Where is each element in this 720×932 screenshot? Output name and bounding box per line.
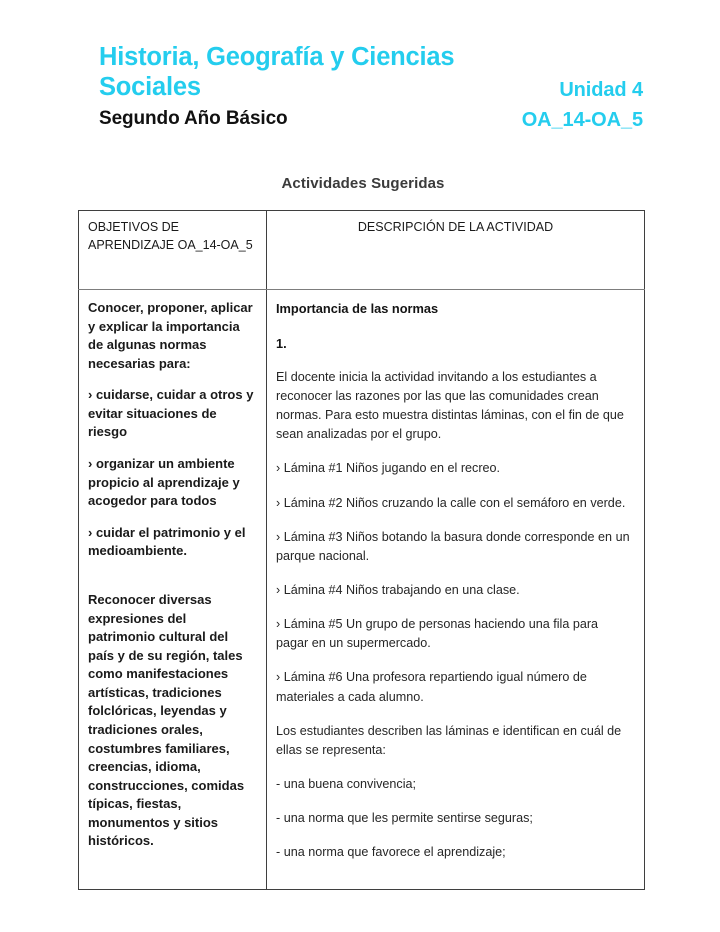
- objective-lead-1: Conocer, proponer, aplicar y explicar la importancia de algunas normas necesarias para:: [88, 300, 253, 371]
- section-heading: Actividades Sugeridas: [281, 175, 445, 192]
- lamina-item-4: › Lámina #4 Niños trabajando en una clase.: [276, 583, 520, 597]
- unit-label: Unidad 4: [559, 79, 643, 101]
- activities-table: [78, 210, 645, 890]
- description-cell: [267, 290, 645, 890]
- column-header-objectives: OBJETIVOS DE APRENDIZAJE OA_14-OA_5: [79, 211, 267, 290]
- column-header-description: DESCRIPCIÓN DE LA ACTIVIDAD: [267, 211, 645, 290]
- header-row: [99, 42, 645, 133]
- objective-bullet-3: › cuidar el patrimonio y el medioambiente.: [88, 524, 246, 559]
- objectives-spacer: [88, 561, 254, 591]
- table-body: [79, 290, 645, 890]
- lamina-item-3: › Lámina #3 Niños botando la basura donde corresponde en un parque nacional.: [276, 529, 630, 563]
- header-right: [522, 42, 645, 133]
- table-row: [79, 290, 645, 890]
- closing-item-3: - una norma que favorece el aprendizaje;: [276, 845, 506, 860]
- activity-title: Importancia de las normas: [276, 301, 439, 316]
- lamina-item-1: › Lámina #1 Niños jugando en el recreo.: [276, 461, 501, 476]
- objective-lead-2: Reconocer diversas expresiones del patrimonio cultural del país y de su región, tales como manifestaciones artísticas, tradiciones folclóricas, leyendas y tradiciones orales, costumbres familiares, creencias, idioma, construcciones, comidas típicas, fiestas, monumentos y sitios históricos.: [88, 591, 245, 849]
- page-title: Historia, Geografía y Ciencias Sociales: [99, 43, 455, 102]
- table-header: [79, 211, 645, 290]
- lamina-item-2: › Lámina #2 Niños cruzando la calle con el semáforo en verde.: [276, 495, 626, 510]
- closing-item-2: - una norma que les permite sentirse seguras;: [276, 811, 533, 826]
- activity-intro-paragraph: El docente inicia la actividad invitando a los estudiantes a reconocer las razones por las que las comunidades crean normas. Para esto muestra distintas láminas, con el fin de que sean analizadas por el grupo.: [276, 369, 624, 442]
- oa-code-label: OA_14-OA_5: [521, 109, 643, 131]
- closing-item-1: - una buena convivencia;: [276, 776, 417, 791]
- activity-number: 1.: [276, 336, 287, 352]
- lamina-item-6: › Lámina #6 Una profesora repartiendo igual número de materiales a cada alumno.: [276, 670, 587, 704]
- closing-intro-paragraph: Los estudiantes describen las láminas e identifican en cuál de ellas se representa:: [276, 723, 622, 757]
- objectives-cell: [79, 290, 267, 890]
- document-header: [99, 42, 645, 133]
- lamina-item-5: › Lámina #5 Un grupo de personas haciendo una fila para pagar en un supermercado.: [276, 617, 599, 651]
- objective-bullet-1: › cuidarse, cuidar a otros y evitar situaciones de riesgo: [88, 387, 254, 440]
- table-header-row: [79, 211, 645, 290]
- header-left: [99, 42, 522, 131]
- objective-bullet-2: › organizar un ambiente propicio al aprendizaje y acogedor para todos: [88, 456, 240, 509]
- grade-level-subtitle: Segundo Año Básico: [99, 108, 288, 130]
